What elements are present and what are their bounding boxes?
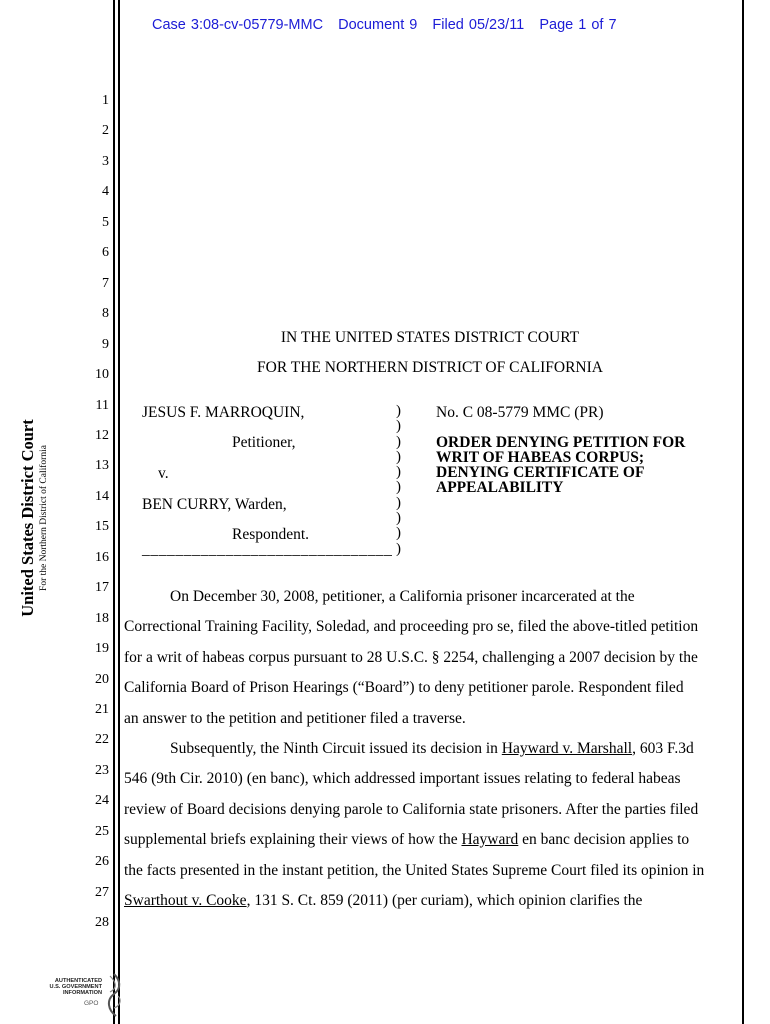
body-line <box>124 831 689 849</box>
respondent-name: BEN CURRY, Warden, <box>142 496 287 513</box>
line-number: 10 <box>95 367 109 383</box>
case-header <box>152 17 617 33</box>
case-citation-hayward: Hayward v. Marshall <box>501 740 633 757</box>
page-indicator: Page 1 of 7 <box>539 17 617 33</box>
body-line: Correctional Training Facility, Soledad, and proceeding pro se, filed the above-titled petition <box>124 618 699 635</box>
case-citation-swarthout: Swarthout v. Cooke <box>124 892 247 909</box>
line-number: 16 <box>95 549 109 565</box>
line-number: 28 <box>95 915 109 931</box>
gpo-mark: GPO <box>84 1000 99 1007</box>
order-title-line: DENYING CERTIFICATE OF <box>436 464 645 481</box>
eagle-emblem-icon <box>100 972 128 1018</box>
line-number: 26 <box>95 854 109 870</box>
line-number: 19 <box>95 641 109 657</box>
line-number: 14 <box>95 488 109 504</box>
body-line: review of Board decisions denying parole to California state prisoners. After the parties filed <box>124 801 699 818</box>
caption-parentheses <box>396 404 406 557</box>
left-margin-rule <box>113 0 115 1024</box>
order-title <box>436 435 685 495</box>
text-run: supplemental briefs explaining their views of how the <box>124 831 462 848</box>
line-number: 21 <box>95 702 109 717</box>
gpo-logo-text <box>40 978 102 997</box>
line-number: 1 <box>102 93 109 108</box>
line-number: 9 <box>102 336 109 352</box>
line-number: 25 <box>95 823 109 839</box>
line-number: 24 <box>95 793 109 809</box>
body-line: On December 30, 2008, petitioner, a California prisoner incarcerated at the <box>170 588 635 605</box>
respondent-role: Respondent. <box>232 526 310 543</box>
paren: ) <box>396 494 401 511</box>
line-number: 6 <box>102 245 109 261</box>
court-title-line2: FOR THE NORTHERN DISTRICT OF CALIFORNIA <box>257 359 603 376</box>
line-number: 20 <box>95 671 109 687</box>
line-number: 3 <box>102 153 109 169</box>
text-run: en banc decision applies to <box>518 831 690 848</box>
line-number: 23 <box>95 762 109 778</box>
paren: ) <box>396 464 401 481</box>
body-line <box>170 740 694 758</box>
order-title-line: ORDER DENYING PETITION FOR <box>436 434 686 451</box>
line-number: 2 <box>102 123 109 139</box>
versus: v. <box>158 465 169 482</box>
order-title-line: WRIT OF HABEAS CORPUS; <box>436 449 644 466</box>
text-run: , 131 S. Ct. 859 (2011) (per curiam), which opinion clarifies the <box>246 892 643 909</box>
paren: ) <box>396 525 401 542</box>
body-line: 546 (9th Cir. 2010) (en banc), which addressed important issues relating to federal habeas <box>124 770 681 787</box>
gpo-line: INFORMATION <box>62 990 102 997</box>
body-line <box>124 892 642 910</box>
line-number: 12 <box>95 427 109 443</box>
case-number: No. C 08-5779 MMC (PR) <box>436 404 604 421</box>
filed-date: Filed 05/23/11 <box>432 17 525 33</box>
right-margin-rule <box>742 0 744 1024</box>
court-title-line1: IN THE UNITED STATES DISTRICT COURT <box>280 329 580 346</box>
paren: ) <box>396 403 401 419</box>
text-run: , 603 F.3d <box>632 740 694 757</box>
text-run: Subsequently, the Ninth Circuit issued its decision in <box>170 740 502 757</box>
line-number: 8 <box>102 306 109 322</box>
paren: ) <box>396 418 401 435</box>
petitioner-role: Petitioner, <box>232 434 296 451</box>
paren: ) <box>396 479 401 496</box>
line-number: 15 <box>95 519 109 535</box>
body-line: the facts presented in the instant petition, the United States Supreme Court filed its opinion in <box>124 862 705 879</box>
case-citation-hayward-short: Hayward <box>461 831 519 848</box>
line-number: 27 <box>95 884 109 900</box>
body-line: California Board of Prison Hearings (“Board”) to deny petitioner parole. Respondent filed <box>124 679 684 696</box>
line-number: 17 <box>95 580 109 596</box>
left-margin-rule-inner <box>118 0 120 1024</box>
paren: ) <box>396 433 401 450</box>
document-number: Document 9 <box>338 17 418 33</box>
gpo-line: U.S. GOVERNMENT <box>49 984 102 991</box>
gpo-line: AUTHENTICATED <box>54 978 102 984</box>
line-number: 18 <box>95 610 109 626</box>
court-sidebar <box>18 418 54 618</box>
body-line: for a writ of habeas corpus pursuant to 28 U.S.C. § 2254, challenging a 2007 decision by the <box>124 649 698 666</box>
order-title-line: APPEALABILITY <box>436 479 564 496</box>
body-line: an answer to the petition and petitioner filed a traverse. <box>124 710 466 727</box>
line-number: 7 <box>102 275 109 291</box>
sidebar-district: For the Northern District of California <box>39 445 49 591</box>
line-number: 22 <box>95 732 109 748</box>
paren: ) <box>396 448 401 465</box>
line-number: 13 <box>95 458 109 474</box>
petitioner-name: JESUS F. MARROQUIN, <box>142 404 305 421</box>
paren: ) <box>396 510 401 527</box>
line-number: 5 <box>102 214 109 230</box>
caption-underline: ______________________________ <box>142 541 393 558</box>
paren: ) <box>396 540 401 557</box>
gpo-authentication-logo <box>40 972 128 1018</box>
case-number-header: Case 3:08-cv-05779-MMC <box>152 17 324 33</box>
sidebar-court-name: United States District Court <box>18 419 37 617</box>
line-number: 11 <box>95 397 109 413</box>
line-number: 4 <box>102 184 109 200</box>
